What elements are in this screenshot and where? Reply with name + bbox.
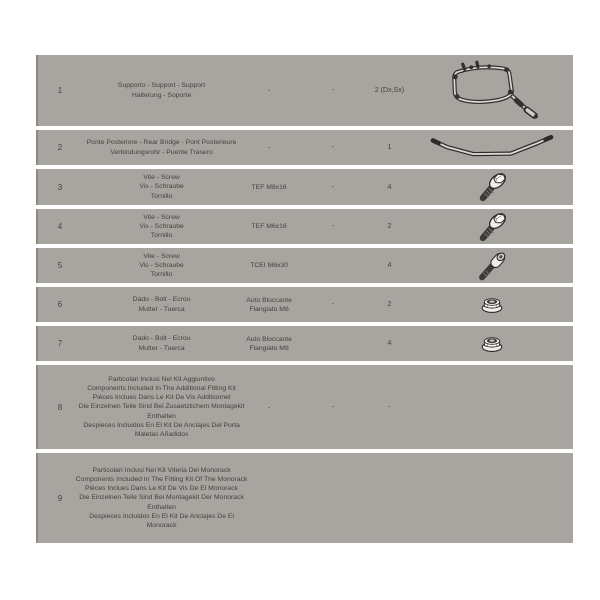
row-number: 3 <box>57 182 63 192</box>
rear-bridge-icon <box>426 133 558 163</box>
extra-column: - <box>331 87 334 94</box>
part-image <box>410 365 573 449</box>
description-line: Supporto - Support - Support <box>117 82 206 90</box>
table-row <box>36 209 573 244</box>
spec-line: Auto Bloccante <box>246 296 292 304</box>
row-number: 1 <box>57 86 63 95</box>
part-description <box>82 130 241 165</box>
table-row <box>36 248 573 283</box>
part-image <box>410 209 573 244</box>
table-row <box>36 326 573 361</box>
spec-line: - <box>267 144 271 151</box>
part-image <box>410 55 573 126</box>
table-row <box>36 169 573 205</box>
description-line: Vite - Screw <box>143 213 180 221</box>
row-number: 7 <box>57 339 63 348</box>
spec-line: TCEI M6x30 <box>250 262 288 269</box>
extra-column <box>297 453 369 543</box>
description-line: Pièces Inclues Dans Le Kit De Vis Additionnel <box>92 394 231 402</box>
part-spec <box>241 365 297 449</box>
flange-nut-icon <box>475 332 509 356</box>
description-line: Mutter - Tuerca <box>138 344 185 352</box>
part-description <box>82 248 241 283</box>
part-description <box>82 287 241 322</box>
part-quantity: 2 <box>387 223 392 230</box>
table-row <box>36 130 573 165</box>
extra-column: - <box>331 183 334 191</box>
description-line: Vis - Schraube <box>139 222 184 230</box>
extra-column: - <box>331 223 334 230</box>
description-line: Vis - Schraube <box>139 261 184 269</box>
part-image <box>410 326 573 361</box>
part-spec <box>241 55 297 126</box>
description-line: Tornillo <box>150 271 173 279</box>
spec-line: TEF M8x16 <box>251 183 287 191</box>
part-quantity: 4 <box>387 262 392 269</box>
description-line: Mutter - Tuerca <box>138 305 185 313</box>
row-number: 2 <box>57 143 63 152</box>
description-line: Components Included In The Additional Fitting Kit <box>87 384 236 392</box>
part-quantity: 4 <box>387 183 392 191</box>
socket-head-screw-icon <box>472 246 512 286</box>
description-line: Verbindungsrohr - Puente Trasero <box>110 148 213 156</box>
spec-line: Auto Bloccante <box>246 335 292 343</box>
flanged-hex-screw-icon <box>472 167 512 207</box>
extra-column <box>297 326 369 361</box>
parts-table <box>36 55 573 547</box>
part-description <box>82 169 241 205</box>
description-line: Despieces Incluidos En El Kit De Anclajes De El <box>89 512 234 520</box>
row-number: 6 <box>57 300 63 309</box>
description-line: Dado - Bolt - Ecrou <box>132 335 191 343</box>
part-image <box>410 287 573 322</box>
extra-column: - <box>331 144 334 151</box>
part-spec <box>241 209 297 244</box>
part-description <box>75 453 248 543</box>
spec-line: TEF M6x16 <box>251 223 287 230</box>
description-line: Maletas Añadidos <box>134 431 189 438</box>
part-quantity: - <box>388 403 391 411</box>
row-number: 8 <box>57 402 63 412</box>
description-line: Enthalten <box>147 412 176 420</box>
description-line: Ponte Posteriore - Rear Bridge - Pont Posterieure <box>86 139 237 147</box>
description-line: Tornillo <box>150 192 173 200</box>
description-line: Particolari Inclusi Nel Kit Viteria Del Monorack <box>92 466 231 474</box>
description-line: Die Einzelnen Teile Sind Bei Zusaetzlichem Montagekit <box>78 403 245 411</box>
spec-line: Flangiato M8 <box>249 344 289 352</box>
table-row <box>36 287 573 322</box>
part-quantity: 2 (Dx,Sx) <box>374 87 405 94</box>
table-row <box>36 365 573 449</box>
spec-line: - <box>267 403 271 411</box>
row-number: 9 <box>57 493 63 503</box>
part-image <box>410 130 573 165</box>
flanged-hex-screw-icon <box>472 207 512 247</box>
description-line: Monorack <box>146 522 177 529</box>
table-row <box>36 55 573 126</box>
extra-column <box>297 248 369 283</box>
part-description <box>82 55 241 126</box>
part-description <box>82 209 241 244</box>
description-line: Dado - Bolt - Ecrou <box>132 296 191 304</box>
table-row <box>36 453 573 543</box>
part-quantity <box>369 453 411 543</box>
description-line: Vite - Screw <box>143 174 180 182</box>
description-line: Despieces Incluidos En El Kit De Anclajes Del Porta <box>83 421 240 429</box>
part-quantity: 1 <box>387 144 392 151</box>
row-number: 5 <box>57 261 63 270</box>
description-line: Pièces Inclues Dans Le Kit De Vis De El Monorack <box>85 485 238 493</box>
part-spec <box>241 326 297 361</box>
part-spec <box>241 169 297 205</box>
extra-column: - <box>331 301 334 308</box>
part-description <box>82 326 241 361</box>
description-line: Die Einzelnen Teile Sind Bei Montagekit Der Monorack <box>79 494 244 502</box>
pannier-frame-icon <box>440 58 544 124</box>
part-description <box>78 365 245 449</box>
flange-nut-icon <box>475 293 509 317</box>
part-image <box>410 453 573 543</box>
part-quantity: 2 <box>387 301 392 308</box>
row-number: 4 <box>57 222 63 231</box>
part-spec <box>241 287 297 322</box>
spec-line: Flangiato M6 <box>249 305 289 313</box>
part-image <box>410 248 573 283</box>
part-image <box>410 169 573 205</box>
description-line: Components Included In The Fitting Kit Of The Monorack <box>75 475 248 483</box>
description-line: Enthalten <box>147 503 176 511</box>
part-spec <box>241 248 297 283</box>
description-line: Particolari Inclusi Nel Kit Aggiuntivo <box>108 375 215 383</box>
part-spec <box>241 453 297 543</box>
description-line: Vite - Screw <box>143 252 180 260</box>
extra-column: - <box>331 403 334 411</box>
spec-line: - <box>267 87 271 94</box>
description-line: Tornillo <box>150 232 173 240</box>
description-line: Vis - Schraube <box>139 183 184 191</box>
part-spec <box>241 130 297 165</box>
description-line: Halterung - Soporte <box>131 91 192 99</box>
part-quantity: 4 <box>387 340 392 347</box>
